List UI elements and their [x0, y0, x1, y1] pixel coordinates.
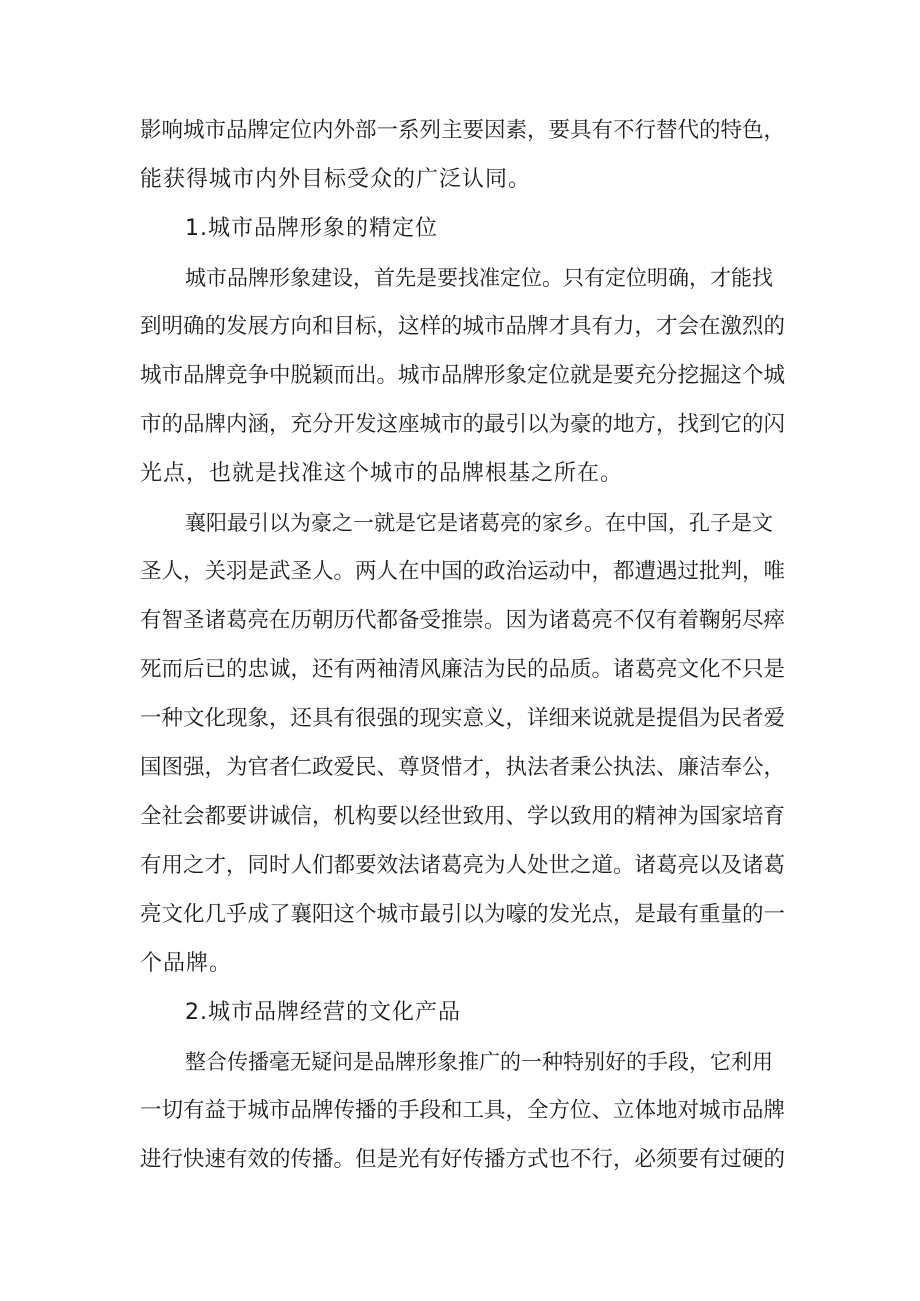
paragraph-line: 一种文化现象，还具有很强的现实意义，详细来说就是提倡为民者爱 — [140, 706, 786, 731]
paragraph-line: 国图强，为官者仁政爱民、尊贤惜才，执法者秉公执法、廉洁奉公， — [140, 755, 786, 780]
paragraph-line: 能获得城市内外目标受众的广泛认同。 — [140, 167, 532, 192]
paragraph-line: 到明确的发展方向和目标，这样的城市品牌才具有力，才会在激烈的 — [140, 314, 786, 339]
paragraph-line: 光点，也就是找准这个城市的品牌根基之所在。 — [140, 461, 624, 486]
paragraph-line: 亮文化几乎成了襄阳这个城市最引以为嚎的发光点，是最有重量的一 — [140, 902, 786, 927]
section-heading-1: 1.城市品牌形象的精定位 — [185, 216, 438, 241]
paragraph-line: 有智圣诸葛亮在历朝历代都备受推崇。因为诸葛亮不仅有着鞠躬尽瘁 — [140, 608, 786, 633]
paragraph-line: 襄阳最引以为豪之一就是它是诸葛亮的家乡。在中国，孔子是文 — [185, 511, 773, 535]
section-heading-2: 2.城市品牌经营的文化产品 — [185, 1000, 461, 1025]
paragraph-line: 进行快速有效的传播。但是光有好传播方式也不行，必须要有过硬的 — [140, 1147, 786, 1172]
paragraph-line: 城市品牌形象建设，首先是要找准定位。只有定位明确，才能找 — [185, 266, 773, 290]
paragraph-line: 有用之才，同时人们都要效法诸葛亮为人处世之道。诸葛亮以及诸葛 — [140, 853, 786, 878]
paragraph-line: 个品牌。 — [140, 951, 233, 976]
paragraph-line: 全社会都要讲诚信，机构要以经世致用、学以致用的精神为国家培育 — [140, 804, 786, 829]
paragraph-line: 死而后已的忠诚，还有两袖清风廉洁为民的品质。诸葛亮文化不只是 — [140, 657, 786, 682]
paragraph-line: 圣人，关羽是武圣人。两人在中国的政治运动中，都遭遇过批判，唯 — [140, 559, 786, 584]
paragraph-line: 一切有益于城市品牌传播的手段和工具，全方位、立体地对城市品牌 — [140, 1098, 786, 1123]
paragraph-line: 影响城市品牌定位内外部一系列主要因素，要具有不行替代的特色， — [140, 118, 786, 143]
paragraph-line: 市的品牌内涵，充分开发这座城市的最引以为豪的地方，找到它的闪 — [140, 412, 786, 437]
paragraph-line: 城市品牌竞争中脱颖而出。城市品牌形象定位就是要充分挖掘这个城 — [140, 363, 786, 388]
paragraph-line: 整合传播毫无疑问是品牌形象推广的一种特别好的手段，它利用 — [185, 1050, 773, 1074]
